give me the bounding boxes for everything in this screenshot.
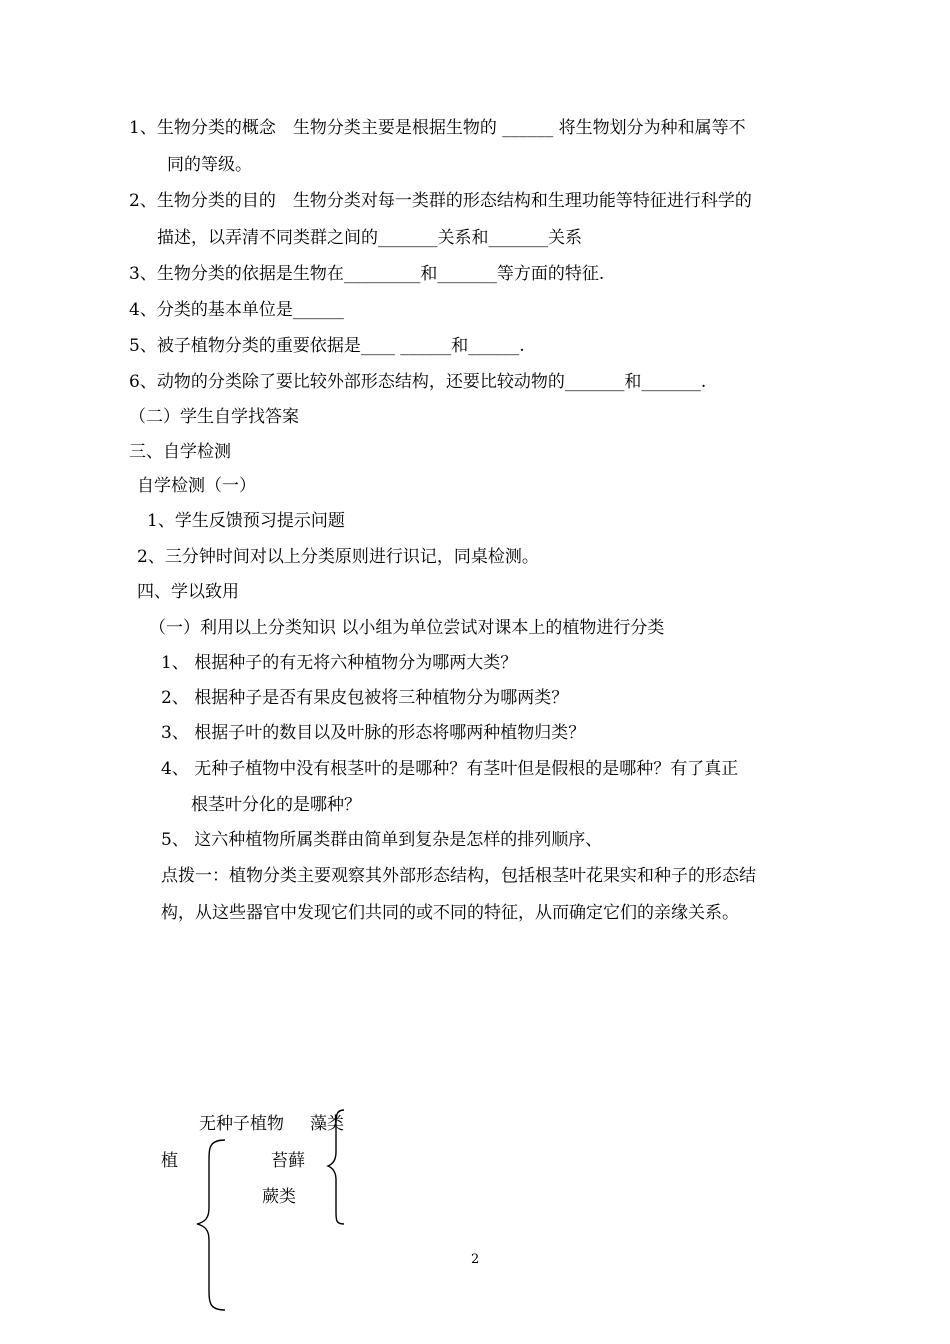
item-2-line2: 描述，以弄清不同类群之间的_______关系和_______关系 [157, 228, 582, 248]
question-4-line1: 4、 无种子植物中没有根茎叶的是哪种？有茎叶但是假根的是哪种？有了真正 [161, 759, 739, 779]
item-6: 6、动物的分类除了要比较外部形态结构，还要比较动物的_______和_______. [129, 372, 707, 392]
hint-line-2: 构，从这些器官中发现它们共同的或不同的特征，从而确定它们的亲缘关系。 [161, 903, 739, 923]
diagram-member-algae: 藻类 [310, 1114, 344, 1134]
diagram-root-label: 植 [161, 1151, 178, 1171]
question-1: 1、 根据种子的有无将六种植物分为哪两大类？ [161, 653, 518, 673]
page-number: 2 [471, 1252, 480, 1267]
item-1-line1: 1、生物分类的概念 生物分类主要是根据生物的 ______ 将生物划分为种和属等不 [129, 118, 746, 138]
diagram-member-moss: 苔藓 [271, 1151, 305, 1171]
hint-line-1: 点拨一：植物分类主要观察其外部形态结构，包括根茎叶花果实和种子的形态结 [161, 866, 756, 886]
question-2: 2、 根据种子是否有果皮包被将三种植物分为哪两类？ [161, 688, 569, 708]
section-three-heading: 三、自学检测 [129, 442, 231, 462]
diagram-member-fern: 蕨类 [262, 1187, 296, 1207]
group-task: （一）利用以上分类知识 以小组为单位尝试对课本上的植物进行分类 [149, 618, 665, 638]
self-test-item-2: 2、三分钟时间对以上分类原则进行识记，同桌检测。 [137, 547, 539, 567]
question-4-line2: 根茎叶分化的是哪种？ [191, 795, 361, 815]
item-1-line2: 同的等级。 [167, 155, 252, 175]
question-5: 5、 这六种植物所属类群由简单到复杂是怎样的排列顺序、 [161, 830, 603, 850]
diagram-right-brace [326, 1108, 356, 1228]
item-2-line1: 2、生物分类的目的 生物分类对每一类群的形态结构和生理功能等特征进行科学的 [129, 191, 752, 211]
self-study-label: （二）学生自学找答案 [129, 407, 299, 427]
question-3: 3、 根据子叶的数目以及叶脉的形态将哪两种植物归类？ [161, 723, 586, 743]
self-test-subheading: 自学检测（一） [137, 476, 256, 496]
section-four-heading: 四、学以致用 [137, 582, 239, 602]
diagram-left-brace [195, 1138, 235, 1314]
self-test-item-1: 1、学生反馈预习提示问题 [147, 511, 345, 531]
diagram-group-label: 无种子植物 [199, 1114, 284, 1134]
item-5: 5、被子植物分类的重要依据是____ ______和______. [129, 336, 525, 356]
item-4: 4、分类的基本单位是______ [129, 300, 344, 320]
item-3: 3、生物分类的依据是生物在_________和_______等方面的特征. [129, 264, 605, 284]
